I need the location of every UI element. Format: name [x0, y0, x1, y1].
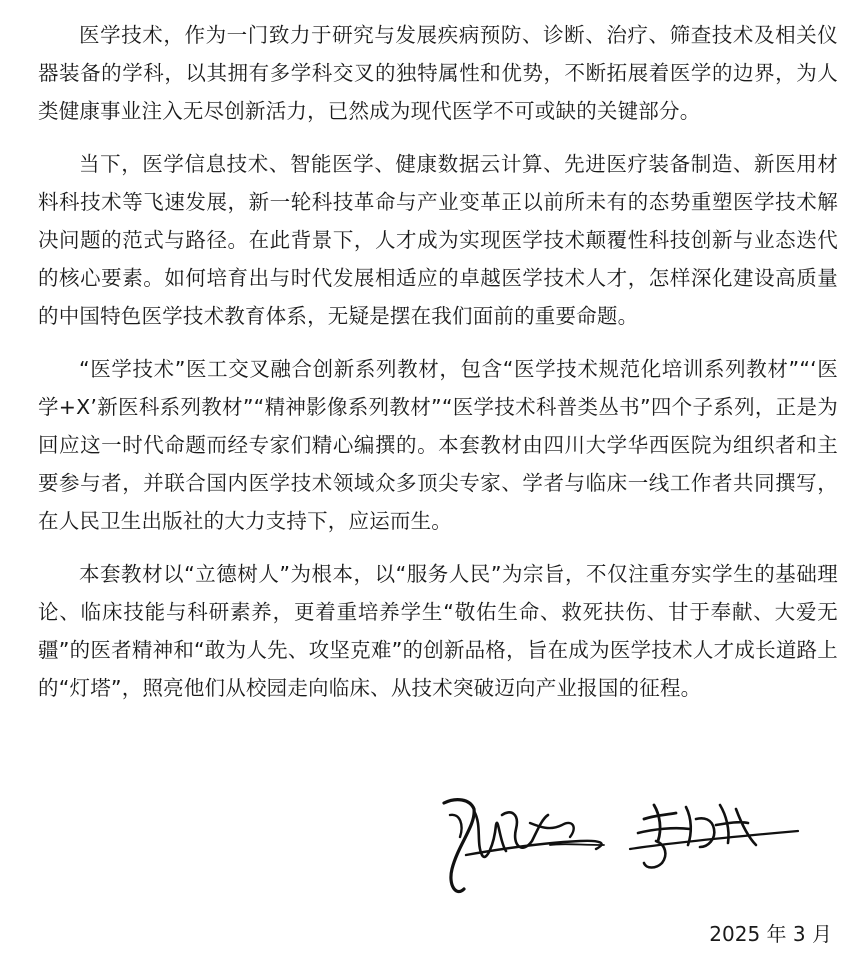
handwritten-signatures — [430, 785, 810, 915]
preface-body — [38, 16, 838, 722]
paragraph-1: 医学技术，作为一门致力于研究与发展疾病预防、诊断、治疗、筛查技术及相关仪器装备的学科，以其拥有多学科交叉的独特属性和优势，不断拓展着医学的边界，为人类健康事业注入无尽创新活力，已然成为现代医学不可或缺的关键部分。 — [38, 23, 838, 123]
date-text: 2025 年 3 月 — [709, 922, 832, 946]
signature-image — [430, 785, 810, 915]
paragraph-3: “医学技术”医工交叉融合创新系列教材，包含“医学技术规范化培训系列教材”“‘医学+X’新医科系列教材”“精神影像系列教材”“医学技术科普类丛书”四个子系列，正是为回应这一时代命题而经专家们精心编撰的。本套教材由四川大学华西医院为组织者和主要参与者，并联合国内医学技术领域众多顶尖专家、学者与临床一线工作者共同撰写，在人民卫生出版社的大力支持下，应运而生。 — [38, 357, 838, 533]
paragraph-2: 当下，医学信息技术、智能医学、健康数据云计算、先进医疗装备制造、新医用材料科技术等飞速发展，新一轮科技革命与产业变革正以前所未有的态势重塑医学技术解决问题的范式与路径。在此背景下，人才成为实现医学技术颠覆性科技创新与业态迭代的核心要素。如何培育出与时代发展相适应的卓越医学技术人才，怎样深化建设高质量的中国特色医学技术教育体系，无疑是摆在我们面前的重要命题。 — [38, 152, 838, 328]
paragraph-4: 本套教材以“立德树人”为根本，以“服务人民”为宗旨，不仅注重夯实学生的基础理论、临床技能与科研素养，更着重培养学生“敬佑生命、救死扶伤、甘于奉献、大爱无疆”的医者精神和“敢为人先、攻坚克难”的创新品格，旨在成为医学技术人才成长道路上的“灯塔”，照亮他们从校园走向临床、从技术突破迈向产业报国的征程。 — [38, 562, 838, 700]
